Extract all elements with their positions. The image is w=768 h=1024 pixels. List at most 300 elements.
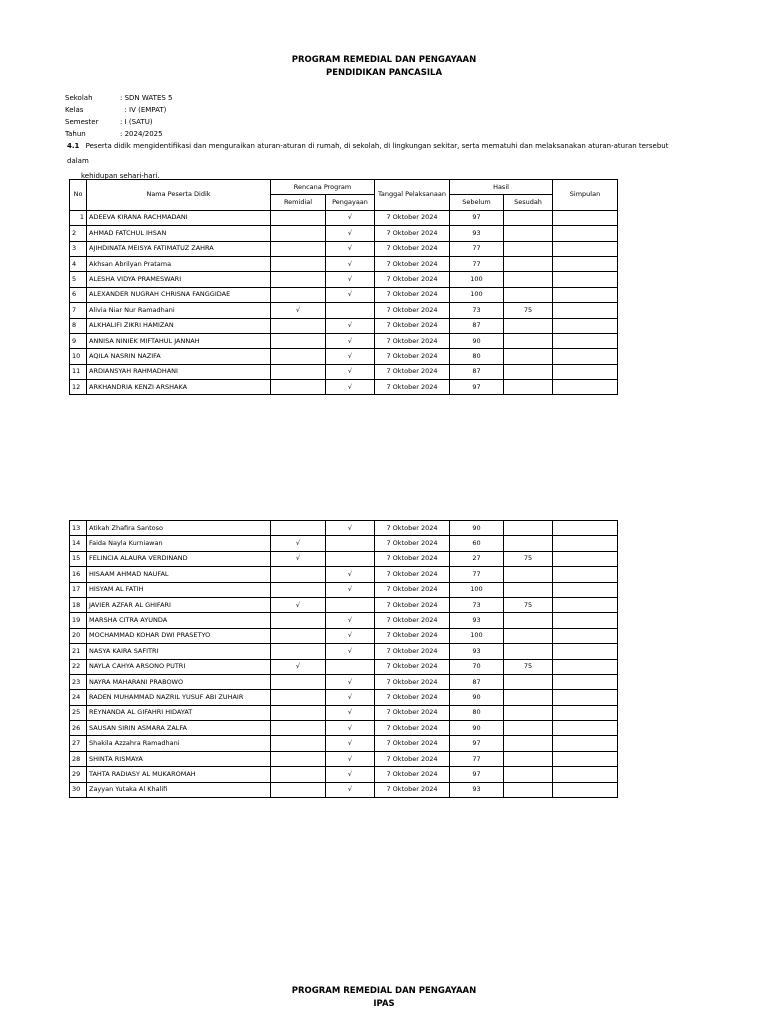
cell-sebelum: 93 bbox=[450, 782, 504, 797]
table-row bbox=[70, 241, 618, 256]
cell-sebelum: 97 bbox=[450, 767, 504, 782]
cell-tanggal: 7 Oktober 2024 bbox=[375, 659, 450, 674]
header-hasil: Hasil bbox=[450, 180, 553, 195]
cell-no: 4 bbox=[70, 256, 87, 271]
cell-simpulan bbox=[553, 521, 618, 536]
cell-no: 9 bbox=[70, 333, 87, 348]
cell-tanggal: 7 Oktober 2024 bbox=[375, 736, 450, 751]
cell-tanggal: 7 Oktober 2024 bbox=[375, 721, 450, 736]
cell-remidial bbox=[271, 333, 326, 348]
cell-pengayaan: √ bbox=[326, 272, 375, 287]
info-value: : I (SATU) bbox=[120, 118, 153, 126]
cell-name: REYNANDA AL GIFAHRI HIDAYAT bbox=[87, 705, 271, 720]
cell-sesudah bbox=[504, 767, 553, 782]
cell-no: 10 bbox=[70, 349, 87, 364]
cell-sebelum: 90 bbox=[450, 721, 504, 736]
cell-sesudah bbox=[504, 613, 553, 628]
cell-pengayaan: √ bbox=[326, 241, 375, 256]
cell-name: AJIHDINATA MEISYA FATIMATUZ ZAHRA bbox=[87, 241, 271, 256]
cell-pengayaan: √ bbox=[326, 567, 375, 582]
cell-sesudah bbox=[504, 380, 553, 395]
header-pengayaan: Pengayaan bbox=[326, 195, 375, 210]
cell-tanggal: 7 Oktober 2024 bbox=[375, 597, 450, 612]
cell-no: 27 bbox=[70, 736, 87, 751]
cell-simpulan bbox=[553, 287, 618, 302]
cell-pengayaan bbox=[326, 659, 375, 674]
cell-tanggal: 7 Oktober 2024 bbox=[375, 751, 450, 766]
cell-sesudah: 75 bbox=[504, 597, 553, 612]
cell-tanggal: 7 Oktober 2024 bbox=[375, 613, 450, 628]
cell-no: 24 bbox=[70, 690, 87, 705]
cell-sebelum: 90 bbox=[450, 690, 504, 705]
table-row bbox=[70, 551, 618, 566]
cell-no: 17 bbox=[70, 582, 87, 597]
cell-name: FELINCIA ALAURA VERDINAND bbox=[87, 551, 271, 566]
cell-tanggal: 7 Oktober 2024 bbox=[375, 536, 450, 551]
header-remidial: Remidial bbox=[271, 195, 326, 210]
cell-sebelum: 70 bbox=[450, 659, 504, 674]
table-row bbox=[70, 644, 618, 659]
cell-tanggal: 7 Oktober 2024 bbox=[375, 567, 450, 582]
cell-sebelum: 73 bbox=[450, 303, 504, 318]
cell-remidial: √ bbox=[271, 551, 326, 566]
cell-pengayaan: √ bbox=[326, 690, 375, 705]
cell-simpulan bbox=[553, 241, 618, 256]
cell-no: 20 bbox=[70, 628, 87, 643]
cell-tanggal: 7 Oktober 2024 bbox=[375, 364, 450, 379]
cell-remidial bbox=[271, 721, 326, 736]
cell-sebelum: 77 bbox=[450, 256, 504, 271]
remedial-table-part-2 bbox=[69, 520, 618, 798]
table-row bbox=[70, 613, 618, 628]
cell-simpulan bbox=[553, 674, 618, 689]
cell-pengayaan: √ bbox=[326, 644, 375, 659]
header-simpulan: Simpulan bbox=[553, 180, 618, 211]
header-tanggal: Tanggal Pelaksanaan bbox=[375, 180, 450, 211]
info-row bbox=[65, 104, 172, 116]
cell-name: TAHTA RADIASY AL MUKAROMAH bbox=[87, 767, 271, 782]
cell-sesudah bbox=[504, 736, 553, 751]
cell-sebelum: 93 bbox=[450, 226, 504, 241]
table-row bbox=[70, 333, 618, 348]
cell-sesudah bbox=[504, 705, 553, 720]
cell-no: 16 bbox=[70, 567, 87, 582]
cell-no: 22 bbox=[70, 659, 87, 674]
cell-sesudah bbox=[504, 674, 553, 689]
next-page-title bbox=[0, 985, 768, 1011]
cell-name: JAVIER AZFAR AL GHIFARI bbox=[87, 597, 271, 612]
cell-name: ALEXANDER NUGRAH CHRISNA FANGGIDAE bbox=[87, 287, 271, 302]
cell-no: 5 bbox=[70, 272, 87, 287]
cell-simpulan bbox=[553, 782, 618, 797]
cell-sebelum: 90 bbox=[450, 333, 504, 348]
cell-sebelum: 87 bbox=[450, 318, 504, 333]
header-no: No bbox=[70, 180, 87, 211]
table-row bbox=[70, 736, 618, 751]
cell-simpulan bbox=[553, 736, 618, 751]
info-row bbox=[65, 92, 172, 104]
info-label: Sekolah bbox=[65, 94, 93, 102]
cell-sesudah bbox=[504, 349, 553, 364]
cell-sebelum: 60 bbox=[450, 536, 504, 551]
cell-pengayaan: √ bbox=[326, 782, 375, 797]
table-row bbox=[70, 767, 618, 782]
cell-no: 6 bbox=[70, 287, 87, 302]
table-body-part-2 bbox=[70, 521, 618, 798]
cell-no: 21 bbox=[70, 644, 87, 659]
cell-sebelum: 77 bbox=[450, 567, 504, 582]
cell-no: 28 bbox=[70, 751, 87, 766]
cell-pengayaan: √ bbox=[326, 613, 375, 628]
cell-pengayaan: √ bbox=[326, 751, 375, 766]
cell-sesudah bbox=[504, 782, 553, 797]
cell-tanggal: 7 Oktober 2024 bbox=[375, 582, 450, 597]
cell-no: 14 bbox=[70, 536, 87, 551]
cell-tanggal: 7 Oktober 2024 bbox=[375, 333, 450, 348]
remedial-table-part-1 bbox=[69, 179, 618, 395]
cell-remidial bbox=[271, 582, 326, 597]
cell-pengayaan bbox=[326, 551, 375, 566]
cell-sebelum: 73 bbox=[450, 597, 504, 612]
table-row bbox=[70, 690, 618, 705]
table-row bbox=[70, 272, 618, 287]
table-row bbox=[70, 380, 618, 395]
cell-sesudah bbox=[504, 318, 553, 333]
cell-no: 30 bbox=[70, 782, 87, 797]
cell-remidial bbox=[271, 690, 326, 705]
cell-tanggal: 7 Oktober 2024 bbox=[375, 272, 450, 287]
cell-simpulan bbox=[553, 613, 618, 628]
cell-sebelum: 27 bbox=[450, 551, 504, 566]
cell-simpulan bbox=[553, 318, 618, 333]
table-row bbox=[70, 364, 618, 379]
cell-name: ALKHALIFI ZIKRI HAMIZAN bbox=[87, 318, 271, 333]
cell-sesudah bbox=[504, 364, 553, 379]
cell-name: AHMAD FATCHUL IHSAN bbox=[87, 226, 271, 241]
cell-sebelum: 87 bbox=[450, 364, 504, 379]
info-label: Kelas bbox=[65, 106, 84, 114]
cell-sesudah bbox=[504, 644, 553, 659]
competency-line-2: kehidupan sehari-hari. bbox=[81, 172, 160, 180]
cell-no: 8 bbox=[70, 318, 87, 333]
cell-sebelum: 97 bbox=[450, 736, 504, 751]
cell-sebelum: 93 bbox=[450, 644, 504, 659]
cell-sesudah bbox=[504, 582, 553, 597]
cell-no: 29 bbox=[70, 767, 87, 782]
cell-sebelum: 97 bbox=[450, 380, 504, 395]
cell-tanggal: 7 Oktober 2024 bbox=[375, 551, 450, 566]
competency-text bbox=[67, 139, 677, 184]
next-title-line-2: IPAS bbox=[373, 999, 395, 1009]
cell-sebelum: 77 bbox=[450, 241, 504, 256]
cell-sebelum: 100 bbox=[450, 582, 504, 597]
header-sebelum: Sebelum bbox=[450, 195, 504, 210]
cell-simpulan bbox=[553, 272, 618, 287]
cell-pengayaan: √ bbox=[326, 705, 375, 720]
cell-name: HISAAM AHMAD NAUFAL bbox=[87, 567, 271, 582]
cell-remidial bbox=[271, 782, 326, 797]
table-row bbox=[70, 597, 618, 612]
cell-simpulan bbox=[553, 210, 618, 225]
competency-number: 4.1 bbox=[67, 142, 80, 150]
cell-remidial: √ bbox=[271, 597, 326, 612]
cell-sesudah bbox=[504, 210, 553, 225]
cell-sebelum: 97 bbox=[450, 210, 504, 225]
cell-pengayaan bbox=[326, 536, 375, 551]
table-row bbox=[70, 582, 618, 597]
header-sesudah: Sesudah bbox=[504, 195, 553, 210]
cell-tanggal: 7 Oktober 2024 bbox=[375, 674, 450, 689]
cell-no: 3 bbox=[70, 241, 87, 256]
header-nama: Nama Peserta Didik bbox=[87, 180, 271, 211]
cell-tanggal: 7 Oktober 2024 bbox=[375, 210, 450, 225]
cell-simpulan bbox=[553, 303, 618, 318]
table-row bbox=[70, 536, 618, 551]
table-row bbox=[70, 628, 618, 643]
cell-pengayaan: √ bbox=[326, 349, 375, 364]
cell-name: MARSHA CITRA AYUNDA bbox=[87, 613, 271, 628]
cell-remidial bbox=[271, 349, 326, 364]
cell-no: 25 bbox=[70, 705, 87, 720]
cell-tanggal: 7 Oktober 2024 bbox=[375, 767, 450, 782]
cell-remidial bbox=[271, 287, 326, 302]
cell-pengayaan: √ bbox=[326, 287, 375, 302]
cell-pengayaan: √ bbox=[326, 364, 375, 379]
cell-name: HISYAM AL FATIH bbox=[87, 582, 271, 597]
cell-sesudah bbox=[504, 536, 553, 551]
cell-sebelum: 80 bbox=[450, 705, 504, 720]
cell-tanggal: 7 Oktober 2024 bbox=[375, 303, 450, 318]
cell-sesudah bbox=[504, 567, 553, 582]
cell-no: 12 bbox=[70, 380, 87, 395]
cell-tanggal: 7 Oktober 2024 bbox=[375, 287, 450, 302]
table-row bbox=[70, 226, 618, 241]
cell-sesudah bbox=[504, 241, 553, 256]
cell-tanggal: 7 Oktober 2024 bbox=[375, 782, 450, 797]
cell-name: SAUSAN SIRIN ASMARA ZALFA bbox=[87, 721, 271, 736]
cell-sesudah bbox=[504, 628, 553, 643]
cell-pengayaan: √ bbox=[326, 628, 375, 643]
table-row bbox=[70, 210, 618, 225]
table-row bbox=[70, 674, 618, 689]
info-value: : SDN WATES 5 bbox=[120, 94, 173, 102]
cell-tanggal: 7 Oktober 2024 bbox=[375, 628, 450, 643]
cell-name: AQILA NASRIN NAZIFA bbox=[87, 349, 271, 364]
cell-sesudah bbox=[504, 721, 553, 736]
table-row bbox=[70, 721, 618, 736]
cell-sebelum: 100 bbox=[450, 287, 504, 302]
table-row bbox=[70, 287, 618, 302]
cell-name: Zayyan Yutaka Al Khalifi bbox=[87, 782, 271, 797]
cell-remidial bbox=[271, 318, 326, 333]
cell-sesudah bbox=[504, 751, 553, 766]
table-row bbox=[70, 782, 618, 797]
cell-name: ALESHA VIDYA PRAMESWARI bbox=[87, 272, 271, 287]
cell-pengayaan: √ bbox=[326, 721, 375, 736]
table-row bbox=[70, 659, 618, 674]
cell-name: ANNISA NINIEK MIFTAHUL JANNAH bbox=[87, 333, 271, 348]
cell-simpulan bbox=[553, 380, 618, 395]
cell-remidial: √ bbox=[271, 303, 326, 318]
cell-pengayaan: √ bbox=[326, 333, 375, 348]
cell-no: 19 bbox=[70, 613, 87, 628]
cell-name: Alivia Niar Nur Ramadhani bbox=[87, 303, 271, 318]
cell-simpulan bbox=[553, 582, 618, 597]
cell-pengayaan: √ bbox=[326, 736, 375, 751]
cell-name: SHINTA RISMAYA bbox=[87, 751, 271, 766]
cell-tanggal: 7 Oktober 2024 bbox=[375, 644, 450, 659]
cell-name: Shakila Azzahra Ramadhani bbox=[87, 736, 271, 751]
cell-remidial bbox=[271, 521, 326, 536]
cell-no: 26 bbox=[70, 721, 87, 736]
cell-simpulan bbox=[553, 659, 618, 674]
cell-sebelum: 93 bbox=[450, 613, 504, 628]
cell-simpulan bbox=[553, 333, 618, 348]
info-block bbox=[65, 92, 172, 140]
cell-sesudah bbox=[504, 690, 553, 705]
cell-remidial bbox=[271, 226, 326, 241]
table-row bbox=[70, 521, 618, 536]
cell-remidial bbox=[271, 241, 326, 256]
cell-name: NAYRA MAHARANI PRABOWO bbox=[87, 674, 271, 689]
cell-sebelum: 100 bbox=[450, 272, 504, 287]
cell-sebelum: 90 bbox=[450, 521, 504, 536]
cell-no: 13 bbox=[70, 521, 87, 536]
cell-pengayaan: √ bbox=[326, 767, 375, 782]
table-body-part-1 bbox=[70, 210, 618, 395]
cell-remidial bbox=[271, 380, 326, 395]
cell-no: 2 bbox=[70, 226, 87, 241]
cell-simpulan bbox=[553, 551, 618, 566]
cell-name: NAYLA CAHYA ARSONO PUTRI bbox=[87, 659, 271, 674]
cell-simpulan bbox=[553, 364, 618, 379]
info-label: Tahun bbox=[65, 130, 86, 138]
cell-remidial bbox=[271, 210, 326, 225]
cell-name: ARDIANSYAH RAHMADHANI bbox=[87, 364, 271, 379]
cell-sesudah bbox=[504, 287, 553, 302]
cell-simpulan bbox=[553, 767, 618, 782]
next-title-line-1: PROGRAM REMEDIAL DAN PENGAYAAN bbox=[291, 986, 477, 996]
cell-remidial bbox=[271, 736, 326, 751]
cell-pengayaan: √ bbox=[326, 521, 375, 536]
cell-simpulan bbox=[553, 690, 618, 705]
cell-simpulan bbox=[553, 349, 618, 364]
cell-pengayaan: √ bbox=[326, 256, 375, 271]
table-row bbox=[70, 318, 618, 333]
table-row bbox=[70, 256, 618, 271]
cell-pengayaan bbox=[326, 597, 375, 612]
cell-sesudah bbox=[504, 272, 553, 287]
cell-tanggal: 7 Oktober 2024 bbox=[375, 690, 450, 705]
cell-sebelum: 80 bbox=[450, 349, 504, 364]
title-line-2: PENDIDIKAN PANCASILA bbox=[325, 68, 443, 78]
cell-remidial: √ bbox=[271, 536, 326, 551]
cell-no: 15 bbox=[70, 551, 87, 566]
cell-remidial bbox=[271, 364, 326, 379]
cell-tanggal: 7 Oktober 2024 bbox=[375, 521, 450, 536]
info-value: : IV (EMPAT) bbox=[120, 106, 167, 114]
cell-simpulan bbox=[553, 567, 618, 582]
cell-pengayaan bbox=[326, 303, 375, 318]
cell-tanggal: 7 Oktober 2024 bbox=[375, 349, 450, 364]
cell-name: Akhsan Abrilyan Pratama bbox=[87, 256, 271, 271]
cell-sesudah: 75 bbox=[504, 303, 553, 318]
info-label: Semester bbox=[65, 118, 99, 126]
cell-sebelum: 77 bbox=[450, 751, 504, 766]
cell-name: NASYA KAIRA SAFITRI bbox=[87, 644, 271, 659]
cell-name: ADEEVA KIRANA RACHMADANI bbox=[87, 210, 271, 225]
cell-remidial bbox=[271, 628, 326, 643]
cell-pengayaan: √ bbox=[326, 210, 375, 225]
cell-simpulan bbox=[553, 721, 618, 736]
cell-simpulan bbox=[553, 705, 618, 720]
cell-remidial bbox=[271, 767, 326, 782]
cell-tanggal: 7 Oktober 2024 bbox=[375, 705, 450, 720]
cell-sebelum: 100 bbox=[450, 628, 504, 643]
cell-simpulan bbox=[553, 597, 618, 612]
competency-line-1: Peserta didik mengidentifikasi dan menguraikan aturan-aturan di rumah, di sekolah, di lingkungan sekitar, serta mematuhi dan melaksanakan aturan-aturan tersebut dalam bbox=[67, 142, 669, 165]
cell-no: 18 bbox=[70, 597, 87, 612]
cell-tanggal: 7 Oktober 2024 bbox=[375, 226, 450, 241]
table-row bbox=[70, 303, 618, 318]
cell-remidial bbox=[271, 613, 326, 628]
cell-simpulan bbox=[553, 226, 618, 241]
cell-remidial bbox=[271, 705, 326, 720]
table-row bbox=[70, 567, 618, 582]
cell-simpulan bbox=[553, 256, 618, 271]
cell-simpulan bbox=[553, 644, 618, 659]
cell-remidial bbox=[271, 674, 326, 689]
cell-tanggal: 7 Oktober 2024 bbox=[375, 380, 450, 395]
cell-sesudah: 75 bbox=[504, 551, 553, 566]
cell-pengayaan: √ bbox=[326, 380, 375, 395]
cell-pengayaan: √ bbox=[326, 318, 375, 333]
cell-sebelum: 87 bbox=[450, 674, 504, 689]
cell-sesudah bbox=[504, 521, 553, 536]
cell-pengayaan: √ bbox=[326, 582, 375, 597]
table-row bbox=[70, 349, 618, 364]
cell-sesudah bbox=[504, 256, 553, 271]
cell-name: ARKHANDRIA KENZI ARSHAKA bbox=[87, 380, 271, 395]
cell-remidial: √ bbox=[271, 659, 326, 674]
cell-remidial bbox=[271, 272, 326, 287]
title-line-1: PROGRAM REMEDIAL DAN PENGAYAAN bbox=[291, 55, 477, 65]
cell-no: 11 bbox=[70, 364, 87, 379]
cell-name: Atikah Zhafira Santoso bbox=[87, 521, 271, 536]
cell-no: 23 bbox=[70, 674, 87, 689]
cell-simpulan bbox=[553, 751, 618, 766]
page-title bbox=[0, 54, 768, 80]
cell-sesudah bbox=[504, 226, 553, 241]
cell-no: 7 bbox=[70, 303, 87, 318]
cell-tanggal: 7 Oktober 2024 bbox=[375, 256, 450, 271]
cell-name: MOCHAMMAD KOHAR DWI PRASETYO bbox=[87, 628, 271, 643]
cell-pengayaan: √ bbox=[326, 674, 375, 689]
cell-pengayaan: √ bbox=[326, 226, 375, 241]
cell-tanggal: 7 Oktober 2024 bbox=[375, 241, 450, 256]
info-row bbox=[65, 116, 172, 128]
cell-simpulan bbox=[553, 536, 618, 551]
cell-sesudah bbox=[504, 333, 553, 348]
cell-remidial bbox=[271, 644, 326, 659]
table-row bbox=[70, 705, 618, 720]
cell-remidial bbox=[271, 751, 326, 766]
cell-simpulan bbox=[553, 628, 618, 643]
cell-no: 1 bbox=[70, 210, 87, 225]
cell-sesudah: 75 bbox=[504, 659, 553, 674]
cell-name: Faida Nayla Kurniawan bbox=[87, 536, 271, 551]
table-row bbox=[70, 751, 618, 766]
